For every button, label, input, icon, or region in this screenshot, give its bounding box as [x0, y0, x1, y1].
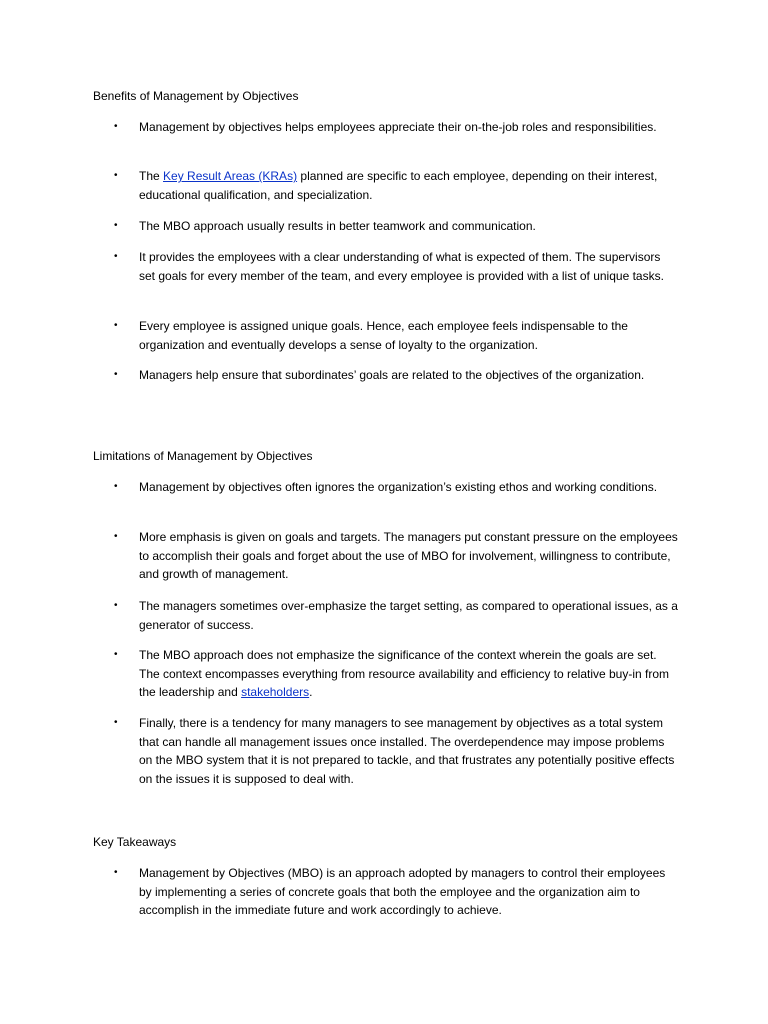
list-item-text: Management by objectives helps employees appreciate their on-the-job roles and responsibilities.: [139, 120, 657, 134]
bullet-icon: •: [114, 481, 118, 492]
list-item-text: More emphasis is given on goals and targets. The managers put constant pressure on the employees to accomplish their goals and forget about the use of MBO for involvement, willingness to contribute, and growth of management.: [139, 530, 678, 581]
bullet-icon: •: [114, 369, 118, 380]
list-item-text: It provides the employees with a clear understanding of what is expected of them. The supervisors set goals for every member of the team, and every employee is provided with a list of unique tasks.: [139, 250, 664, 283]
text-segment: planned are specific to each employee, depending on their interest, educational qualification, and specialization.: [139, 169, 658, 202]
list-item-text: Finally, there is a tendency for many managers to see management by objectives as a total system that can handle all management issues once installed. The overdependence may impose problems on the MBO system that it is not prepared to tackle, and that frustrates any potentially positive effects on the issues it is supposed to deal with.: [139, 716, 675, 786]
list-item-text: Managers help ensure that subordinates’ goals are related to the objectives of the organization.: [139, 368, 645, 382]
list-item-text: Management by Objectives (MBO) is an approach adopted by managers to control their employees by implementing a series of concrete goals that both the employee and the organization aim to accomplish in the immediate future and work accordingly to achieve.: [139, 866, 666, 917]
bullet-icon: •: [114, 531, 118, 542]
list-item-text: [139, 167, 679, 204]
bullet-icon: •: [114, 867, 118, 878]
bullet-icon: •: [114, 170, 118, 181]
list-item-text: Every employee is assigned unique goals. Hence, each employee feels indispensable to the organization and eventually develops a sense of loyalty to the organization.: [139, 319, 628, 352]
list-item-text: The managers sometimes over-emphasize the target setting, as compared to operational issues, as a generator of success.: [139, 599, 678, 632]
list-item-text: [139, 646, 679, 702]
section-heading: Benefits of Management by Objectives: [93, 89, 299, 103]
section-heading: Key Takeaways: [93, 835, 177, 849]
text-segment: The: [139, 169, 164, 183]
bullet-icon: •: [114, 220, 118, 231]
kra-link[interactable]: Key Result Areas (KRAs): [163, 169, 298, 183]
bullet-icon: •: [114, 121, 118, 132]
bullet-icon: •: [114, 717, 118, 728]
text-segment: The MBO approach does not emphasize the significance of the context wherein the goals are set. The context encompasses everything from resource availability and efficiency to relative buy-in from the leadership and: [139, 648, 670, 699]
list-item-text: Management by objectives often ignores the organization’s existing ethos and working conditions.: [139, 480, 658, 494]
bullet-icon: •: [114, 600, 118, 611]
text-segment: .: [309, 685, 313, 699]
list-item-text: The MBO approach usually results in better teamwork and communication.: [139, 219, 536, 233]
bullet-icon: •: [114, 649, 118, 660]
stakeholders-link[interactable]: stakeholders: [241, 685, 310, 699]
section-heading: Limitations of Management by Objectives: [93, 449, 313, 463]
bullet-icon: •: [114, 251, 118, 262]
bullet-icon: •: [114, 320, 118, 331]
